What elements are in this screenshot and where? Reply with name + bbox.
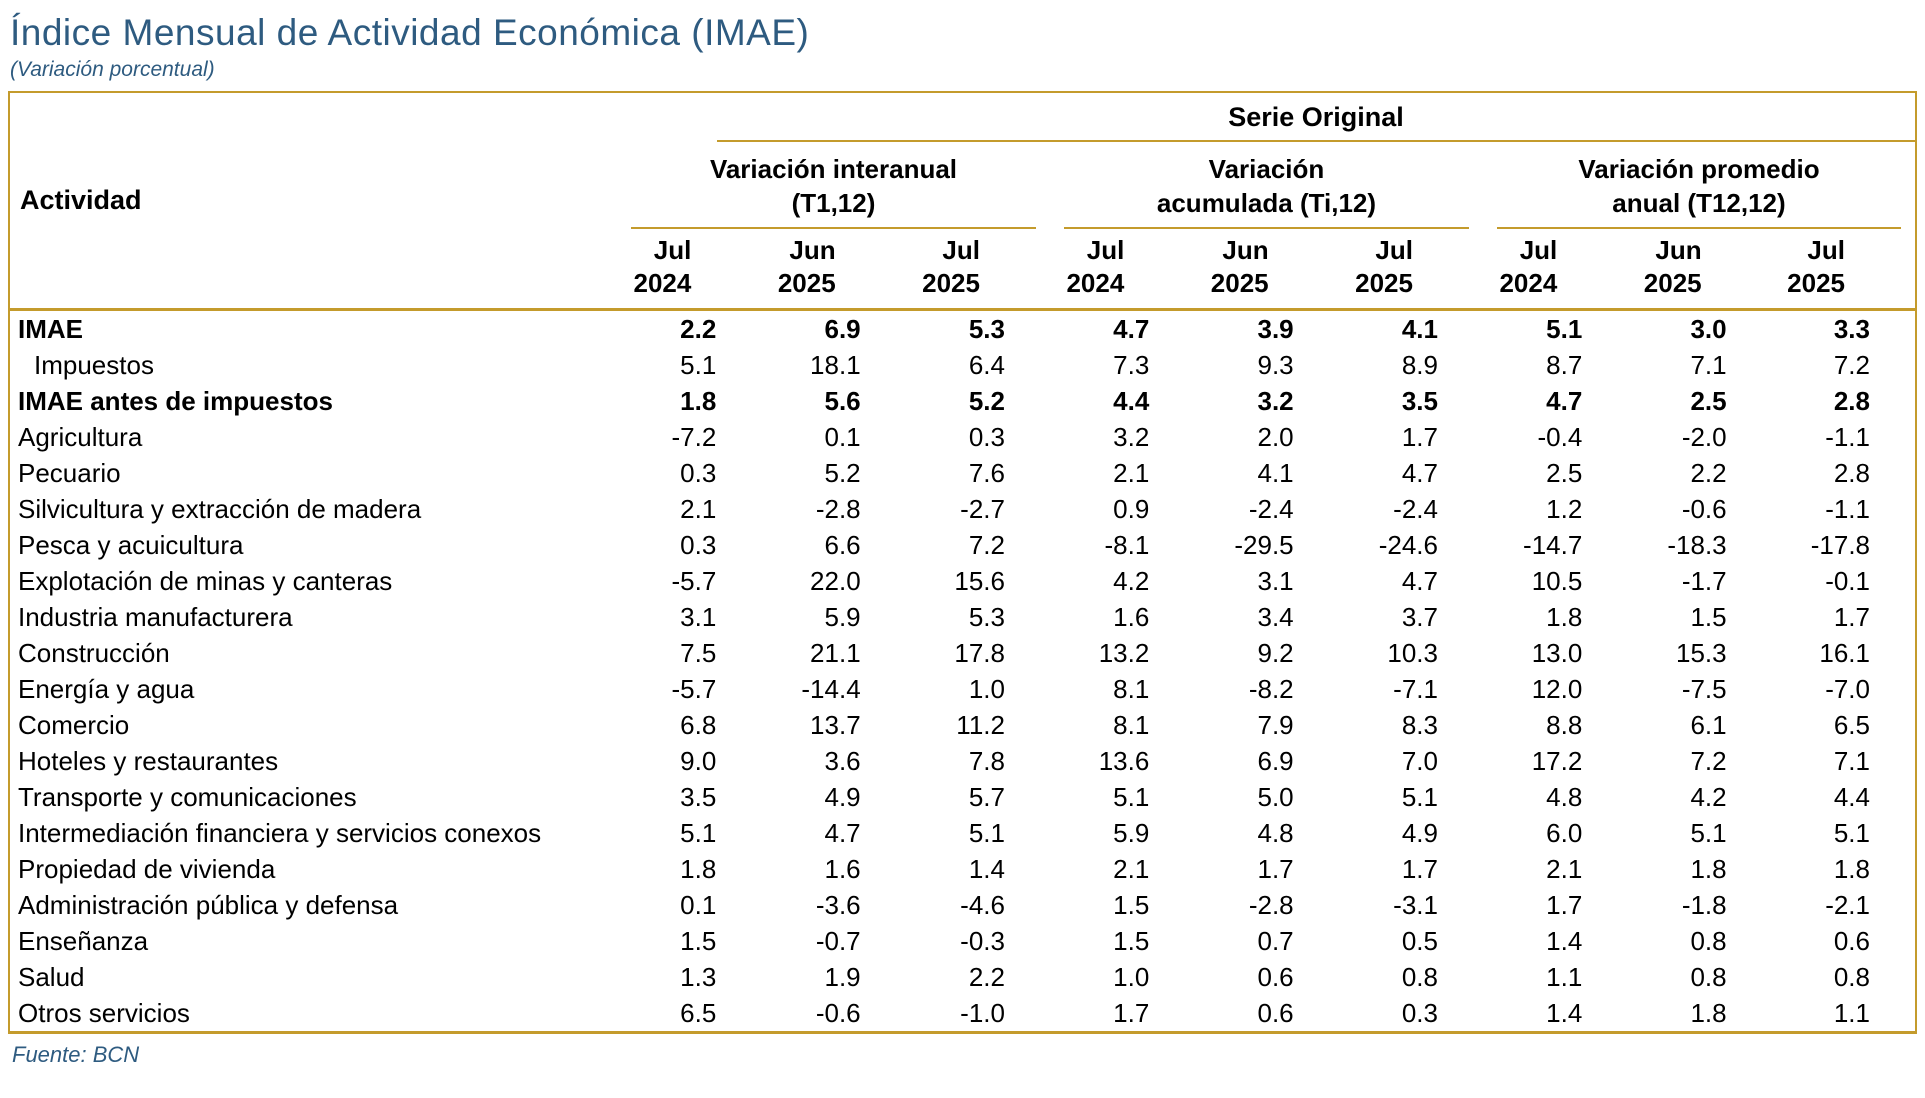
value-cell: 6.9 [824, 314, 861, 344]
value-cell: 3.1 [1257, 566, 1294, 596]
group-label-line2: acumulada (Ti,12) [1156, 188, 1377, 218]
value-cell: 2.2 [680, 314, 717, 344]
value-cell: 0.5 [1401, 926, 1438, 956]
value-cell: 8.8 [1546, 710, 1583, 740]
value-cell: 1.0 [1113, 962, 1150, 992]
activity-label: Agricultura [18, 422, 143, 452]
month-header: Jun 2025 [1210, 235, 1269, 298]
imae-table [8, 91, 1917, 1034]
page-title: Índice Mensual de Actividad Económica (IMAE) [10, 12, 810, 53]
activity-label: Pesca y acuicultura [18, 530, 244, 560]
value-cell: 5.9 [1113, 818, 1150, 848]
table-row [9, 599, 1916, 635]
value-cell: 13.2 [1098, 638, 1150, 668]
value-cell: 1.1 [1833, 998, 1870, 1028]
source-note: Fuente: BCN [12, 1042, 140, 1067]
group-header-promedio [1483, 142, 1916, 229]
activity-label: Propiedad de vivienda [18, 854, 276, 884]
value-cell: 3.5 [1401, 386, 1438, 416]
value-cell: 1.6 [1113, 602, 1150, 632]
value-cell: 2.5 [1546, 458, 1583, 488]
value-cell: 5.0 [1257, 782, 1294, 812]
value-cell: 12.0 [1531, 674, 1583, 704]
value-cell: 7.1 [1833, 746, 1870, 776]
value-cell: 1.7 [1546, 890, 1583, 920]
month-header: Jul 2025 [922, 235, 980, 298]
value-cell: 1.8 [1690, 998, 1727, 1028]
value-cell: 4.7 [1401, 566, 1438, 596]
activity-label: Construcción [18, 638, 170, 668]
value-cell: 7.3 [1113, 350, 1150, 380]
value-cell: 21.1 [810, 638, 861, 668]
value-cell: 7.1 [1690, 350, 1727, 380]
group-label-line1: Variación promedio [1578, 154, 1820, 184]
value-cell: 1.1 [1546, 962, 1583, 992]
value-cell: 0.8 [1690, 926, 1727, 956]
value-cell: 0.8 [1690, 962, 1727, 992]
value-cell: 17.8 [954, 638, 1005, 668]
table-row [9, 779, 1916, 815]
value-cell: 3.5 [680, 782, 717, 812]
value-cell: 6.1 [1690, 710, 1727, 740]
value-cell: 5.2 [968, 386, 1005, 416]
value-cell: -0.3 [960, 926, 1005, 956]
value-cell: 0.8 [1833, 962, 1870, 992]
activity-label: Pecuario [18, 458, 121, 488]
page-subtitle: (Variación porcentual) [10, 58, 215, 81]
group-label-line2: (T1,12) [791, 188, 876, 218]
value-cell: 10.3 [1387, 638, 1438, 668]
activity-label: Intermediación financiera y servicios conexos [18, 818, 542, 848]
value-cell: 4.4 [1113, 386, 1150, 416]
value-cell: 7.8 [968, 746, 1005, 776]
value-cell: -8.2 [1248, 674, 1294, 704]
value-cell: 2.0 [1257, 422, 1294, 452]
value-cell: 1.5 [1113, 890, 1150, 920]
month-header: Jun 2025 [777, 235, 836, 298]
value-cell: 6.5 [680, 998, 717, 1028]
value-cell: 0.9 [1113, 494, 1150, 524]
value-cell: 1.8 [1546, 602, 1583, 632]
value-cell: 3.3 [1833, 314, 1870, 344]
value-cell: 4.9 [1401, 818, 1438, 848]
value-cell: 9.0 [680, 746, 717, 776]
value-cell: 7.9 [1257, 710, 1294, 740]
table-row [9, 563, 1916, 599]
value-cell: -2.4 [1393, 494, 1438, 524]
value-cell: 0.6 [1257, 962, 1294, 992]
value-cell: -2.7 [960, 494, 1005, 524]
value-cell: 6.9 [1257, 746, 1294, 776]
value-cell: 4.8 [1257, 818, 1294, 848]
value-cell: 1.0 [968, 674, 1005, 704]
value-cell: 3.4 [1257, 602, 1294, 632]
value-cell: -7.2 [671, 422, 717, 452]
activity-label: IMAE [18, 314, 83, 344]
value-cell: 0.3 [968, 422, 1005, 452]
activity-label: Salud [18, 962, 85, 992]
value-cell: 5.1 [1546, 314, 1583, 344]
value-cell: 7.6 [968, 458, 1005, 488]
activity-label: Explotación de minas y canteras [18, 566, 393, 596]
value-cell: 8.1 [1113, 710, 1150, 740]
activity-column-header: Actividad [20, 185, 142, 215]
value-cell: 2.1 [1546, 854, 1583, 884]
value-cell: 5.1 [1833, 818, 1870, 848]
value-cell: 1.8 [1833, 854, 1870, 884]
value-cell: 15.6 [954, 566, 1005, 596]
value-cell: -24.6 [1378, 530, 1438, 560]
value-cell: -0.6 [815, 998, 861, 1028]
group-label-line1: Variación interanual [709, 154, 958, 184]
value-cell: -1.8 [1681, 890, 1727, 920]
value-cell: -2.1 [1825, 890, 1870, 920]
value-cell: 15.3 [1676, 638, 1727, 668]
activity-label: Administración pública y defensa [18, 890, 399, 920]
activity-label: Silvicultura y extracción de madera [18, 494, 422, 524]
month-header: Jul 2025 [1355, 235, 1413, 298]
value-cell: 0.6 [1257, 998, 1294, 1028]
value-cell: 4.1 [1401, 314, 1438, 344]
value-cell: 4.2 [1113, 566, 1150, 596]
value-cell: 9.2 [1257, 638, 1294, 668]
value-cell: -0.4 [1537, 422, 1583, 452]
value-cell: 4.8 [1546, 782, 1583, 812]
month-header: Jul 2024 [1499, 235, 1558, 298]
value-cell: 1.7 [1833, 602, 1870, 632]
value-cell: 4.7 [1401, 458, 1438, 488]
serie-row [9, 92, 1916, 142]
activity-label: Hoteles y restaurantes [18, 746, 279, 776]
value-cell: 5.2 [824, 458, 861, 488]
value-cell: -2.8 [1248, 890, 1294, 920]
table-row [9, 671, 1916, 707]
value-cell: 10.5 [1531, 566, 1583, 596]
value-cell: 0.3 [680, 458, 717, 488]
month-header: Jun 2025 [1643, 235, 1702, 298]
table-row [9, 851, 1916, 887]
value-cell: 2.1 [680, 494, 717, 524]
value-cell: -3.6 [815, 890, 861, 920]
value-cell: 5.7 [968, 782, 1005, 812]
table-row [9, 491, 1916, 527]
value-cell: 0.6 [1833, 926, 1870, 956]
value-cell: 4.7 [1546, 386, 1583, 416]
value-cell: 0.1 [680, 890, 717, 920]
table-row [9, 310, 1916, 348]
value-cell: 0.1 [824, 422, 861, 452]
table-row [9, 743, 1916, 779]
value-cell: 2.1 [1113, 458, 1150, 488]
value-cell: 4.7 [824, 818, 861, 848]
value-cell: -1.7 [1681, 566, 1727, 596]
value-cell: 1.6 [824, 854, 861, 884]
value-cell: -4.6 [960, 890, 1005, 920]
value-cell: 6.5 [1833, 710, 1870, 740]
value-cell: 18.1 [810, 350, 861, 380]
value-cell: 5.6 [824, 386, 861, 416]
value-cell: -14.7 [1523, 530, 1583, 560]
value-cell: -7.0 [1825, 674, 1870, 704]
value-cell: -17.8 [1810, 530, 1870, 560]
value-cell: 1.5 [680, 926, 717, 956]
value-cell: 3.9 [1257, 314, 1294, 344]
value-cell: 1.7 [1401, 422, 1438, 452]
value-cell: 6.8 [680, 710, 717, 740]
value-cell: 0.7 [1257, 926, 1294, 956]
value-cell: 16.1 [1819, 638, 1870, 668]
value-cell: -7.1 [1393, 674, 1438, 704]
value-cell: 5.1 [680, 350, 717, 380]
activity-label: Comercio [18, 710, 130, 740]
value-cell: 4.4 [1833, 782, 1870, 812]
table-row [9, 923, 1916, 959]
month-header: Jul 2025 [1787, 235, 1845, 298]
value-cell: 13.0 [1531, 638, 1583, 668]
value-cell: 1.4 [1546, 926, 1583, 956]
value-cell: 6.6 [824, 530, 861, 560]
value-cell: 1.7 [1257, 854, 1294, 884]
value-cell: 2.8 [1833, 458, 1870, 488]
value-cell: 1.2 [1546, 494, 1583, 524]
value-cell: 2.2 [1690, 458, 1727, 488]
value-cell: 1.7 [1401, 854, 1438, 884]
value-cell: 5.9 [824, 602, 861, 632]
table-row [9, 383, 1916, 419]
value-cell: -29.5 [1234, 530, 1294, 560]
value-cell: 2.8 [1833, 386, 1870, 416]
value-cell: 3.0 [1690, 314, 1727, 344]
table-row [9, 635, 1916, 671]
table-row [9, 815, 1916, 851]
value-cell: -5.7 [671, 566, 717, 596]
value-cell: 1.4 [968, 854, 1005, 884]
value-cell: 4.7 [1113, 314, 1150, 344]
value-cell: -7.5 [1681, 674, 1727, 704]
table-row [9, 455, 1916, 491]
table-row [9, 887, 1916, 923]
value-cell: 1.3 [680, 962, 717, 992]
activity-label: Enseñanza [18, 926, 149, 956]
value-cell: 3.7 [1401, 602, 1438, 632]
group-label-line1: Variación [1208, 154, 1325, 184]
value-cell: 7.5 [680, 638, 717, 668]
table-row [9, 707, 1916, 743]
value-cell: 5.1 [680, 818, 717, 848]
value-cell: 5.3 [968, 314, 1005, 344]
value-cell: 0.3 [1401, 998, 1438, 1028]
value-cell: 0.8 [1401, 962, 1438, 992]
value-cell: 1.5 [1113, 926, 1150, 956]
month-header: Jul 2024 [1066, 235, 1125, 298]
value-cell: 3.1 [680, 602, 717, 632]
serie-original-header [617, 92, 1916, 142]
value-cell: 6.0 [1546, 818, 1583, 848]
value-cell: 1.5 [1690, 602, 1727, 632]
value-cell: -0.6 [1681, 494, 1727, 524]
value-cell: 3.2 [1113, 422, 1150, 452]
serie-original-label: Serie Original [717, 99, 1915, 142]
value-cell: 5.3 [968, 602, 1005, 632]
value-cell: 11.2 [956, 710, 1005, 740]
value-cell: 7.2 [1833, 350, 1870, 380]
value-cell: 8.1 [1113, 674, 1150, 704]
value-cell: 1.9 [824, 962, 861, 992]
value-cell: -3.1 [1393, 890, 1438, 920]
value-cell: 2.5 [1690, 386, 1727, 416]
value-cell: 0.3 [680, 530, 717, 560]
activity-label: Industria manufacturera [18, 602, 293, 632]
group-header-acumulada [1050, 142, 1483, 229]
value-cell: 1.8 [1690, 854, 1727, 884]
value-cell: 2.2 [968, 962, 1005, 992]
table-header [9, 92, 1916, 310]
value-cell: -1.1 [1825, 494, 1870, 524]
value-cell: -2.0 [1681, 422, 1727, 452]
value-cell: 4.9 [824, 782, 861, 812]
activity-label: Energía y agua [18, 674, 195, 704]
value-cell: 5.1 [1401, 782, 1438, 812]
table-row [9, 347, 1916, 383]
value-cell: -14.4 [801, 674, 861, 704]
value-cell: 4.1 [1257, 458, 1294, 488]
value-cell: 8.3 [1401, 710, 1438, 740]
value-cell: -2.8 [815, 494, 861, 524]
value-cell: 9.3 [1257, 350, 1294, 380]
value-cell: 1.8 [680, 854, 717, 884]
value-cell: 3.6 [824, 746, 861, 776]
value-cell: 1.4 [1546, 998, 1583, 1028]
value-cell: 7.0 [1401, 746, 1438, 776]
value-cell: 22.0 [810, 566, 861, 596]
value-cell: 6.4 [968, 350, 1005, 380]
table-row [9, 527, 1916, 563]
value-cell: -8.1 [1104, 530, 1150, 560]
value-cell: 1.8 [680, 386, 717, 416]
value-cell: 8.7 [1546, 350, 1583, 380]
value-cell: -2.4 [1248, 494, 1294, 524]
group-label-line2: anual (T12,12) [1612, 188, 1786, 218]
value-cell: 4.2 [1690, 782, 1727, 812]
value-cell: 8.9 [1401, 350, 1438, 380]
value-cell: -5.7 [671, 674, 717, 704]
table-row [9, 419, 1916, 455]
value-cell: 5.1 [1113, 782, 1150, 812]
value-cell: 3.2 [1257, 386, 1294, 416]
activity-label: Transporte y comunicaciones [18, 782, 357, 812]
month-header: Jul 2024 [633, 235, 692, 298]
value-cell: 7.2 [1690, 746, 1727, 776]
value-cell: 7.2 [968, 530, 1005, 560]
value-cell: -0.1 [1825, 566, 1870, 596]
value-cell: -18.3 [1667, 530, 1727, 560]
activity-label: IMAE antes de impuestos [18, 386, 333, 416]
value-cell: 2.1 [1113, 854, 1150, 884]
group-header-interanual [617, 142, 1050, 229]
activity-label: Impuestos [34, 350, 154, 380]
value-cell: -1.0 [960, 998, 1005, 1028]
value-cell: 5.1 [1690, 818, 1727, 848]
activity-label: Otros servicios [18, 998, 190, 1028]
value-cell: -1.1 [1825, 422, 1870, 452]
value-cell: 17.2 [1531, 746, 1583, 776]
table-body [9, 310, 1916, 1033]
value-cell: 1.7 [1113, 998, 1150, 1028]
table-row [9, 959, 1916, 995]
value-cell: 13.6 [1098, 746, 1150, 776]
table-row [9, 995, 1916, 1033]
value-cell: 5.1 [968, 818, 1005, 848]
value-cell: -0.7 [815, 926, 861, 956]
value-cell: 13.7 [810, 710, 861, 740]
